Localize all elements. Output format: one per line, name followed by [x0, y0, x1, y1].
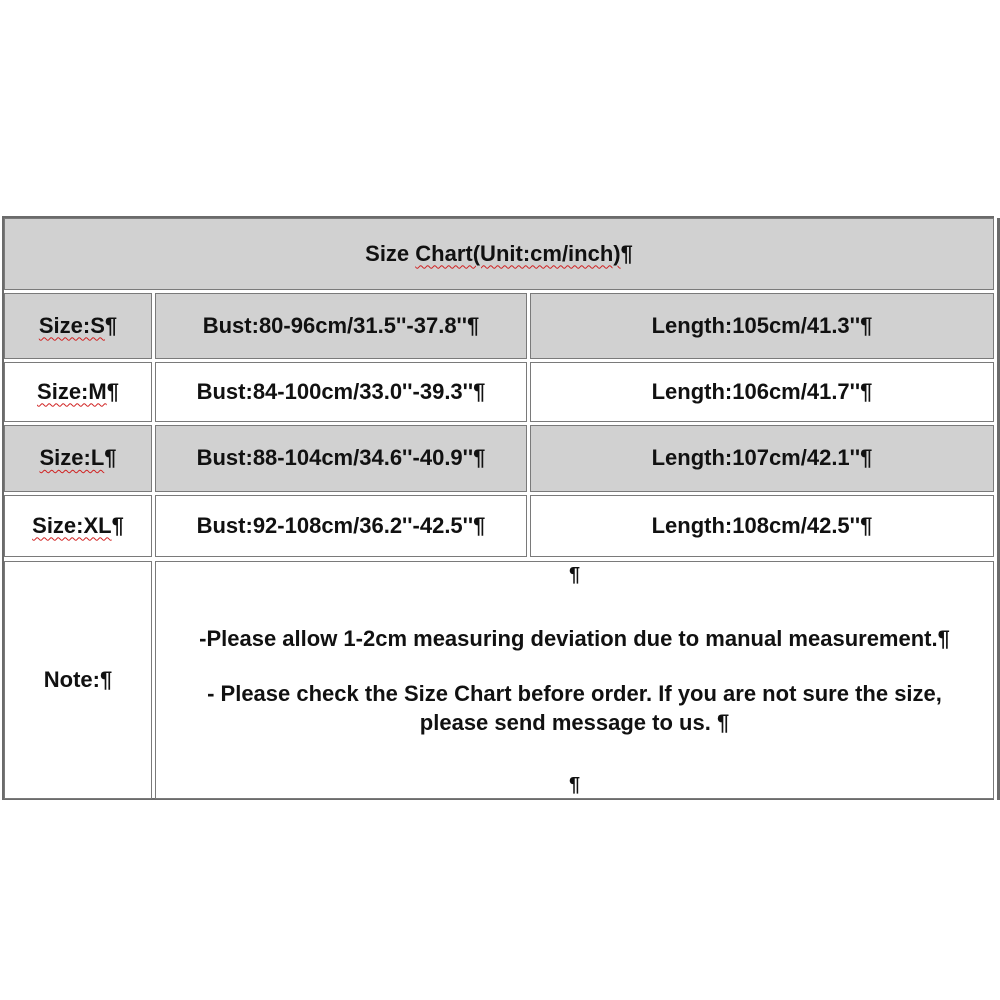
length-cell-xl: Length:108cm/42.5''¶: [530, 495, 994, 557]
length-value: Length:108cm/42.5'': [651, 512, 861, 538]
note-paragraph-1: -Please allow 1-2cm measuring deviation due to manual measurement.¶: [199, 625, 950, 651]
length-value: Length:105cm/41.3'': [651, 312, 861, 338]
table-title: Size Chart(Unit:cm/inch)¶: [365, 240, 633, 266]
bust-value: Bust:92-108cm/36.2''-42.5'': [196, 512, 474, 538]
size-label: Size:XL: [32, 512, 112, 538]
size-label: Size:M: [37, 378, 107, 404]
length-value: Length:106cm/41.7'': [651, 378, 861, 404]
empty-paragraph-mark: ¶: [568, 564, 581, 586]
note-body-cell: [155, 561, 994, 799]
length-cell-m: Length:106cm/41.7''¶: [530, 362, 994, 422]
bust-value: Bust:84-100cm/33.0''-39.3'': [196, 378, 474, 404]
bust-cell-xl: Bust:92-108cm/36.2''-42.5''¶: [155, 495, 527, 557]
size-cell-s: Size:S¶: [4, 293, 152, 359]
bust-cell-l: Bust:88-104cm/34.6''-40.9''¶: [155, 425, 527, 492]
table-title-cell: [4, 218, 994, 290]
note-label: Note:: [43, 666, 100, 692]
length-cell-l: Length:107cm/42.1''¶: [530, 425, 994, 492]
note-paragraph-2: - Please check the Size Chart before order. If you are not sure the size, please send message to us. ¶: [207, 680, 942, 735]
bust-cell-m: Bust:84-100cm/33.0''-39.3''¶: [155, 362, 527, 422]
length-cell-s: Length:105cm/41.3''¶: [530, 293, 994, 359]
size-label: Size:S: [38, 312, 105, 338]
size-cell-l: Size:L¶: [4, 425, 152, 492]
note-label-cell: Note:¶: [4, 561, 152, 799]
empty-paragraph-mark: ¶: [568, 774, 581, 796]
size-label: Size:L: [39, 445, 105, 471]
bust-value: Bust:88-104cm/34.6''-40.9'': [196, 445, 474, 471]
size-cell-xl: Size:XL¶: [4, 495, 152, 557]
bust-cell-s: Bust:80-96cm/31.5''-37.8''¶: [155, 293, 527, 359]
size-cell-m: Size:M¶: [4, 362, 152, 422]
length-value: Length:107cm/42.1'': [651, 445, 861, 471]
title-underlined: Chart(Unit:cm/inch): [415, 240, 621, 266]
bust-value: Bust:80-96cm/31.5''-37.8'': [202, 312, 468, 338]
